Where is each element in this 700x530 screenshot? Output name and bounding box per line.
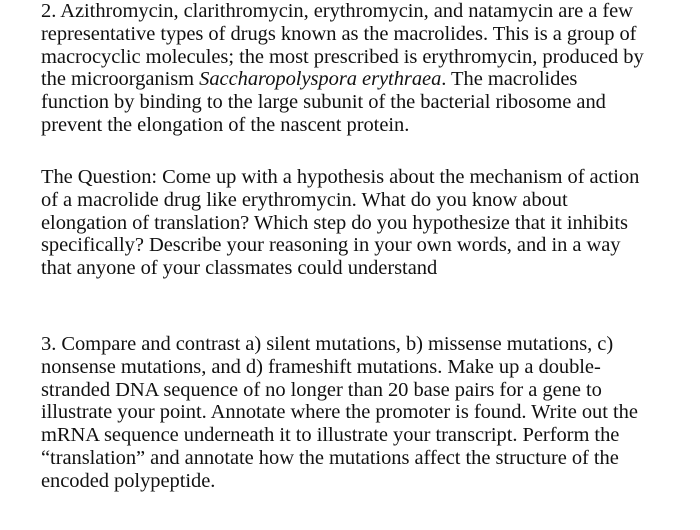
text-line: function by binding to the large subunit of the bacterial ribosome and [41, 91, 606, 114]
text-line: mRNA sequence underneath it to illustrate your transcript. Perform the [41, 424, 620, 447]
question-2-intro [41, 0, 644, 137]
text-segment: the microorganism [41, 68, 200, 91]
text-line: The Question: Come up with a hypothesis about the mechanism of action [41, 166, 640, 188]
text-line: nonsense mutations, and d) frameshift mutations. Make up a double- [41, 355, 601, 378]
text-line: prevent the elongation of the nascent protein. [41, 113, 410, 136]
question-2-prompt [41, 166, 639, 280]
text-line: elongation of translation? Which step do you hypothesize that it inhibits [41, 211, 628, 234]
question-3 [41, 333, 638, 493]
text-line: that anyone of your classmates could understand [41, 257, 438, 280]
text-line: macrocyclic molecules; the most prescribed is erythromycin, produced by [41, 45, 644, 68]
italic-species-name: Saccharopolyspora erythraea [199, 68, 442, 91]
text-line [41, 68, 644, 91]
text-line: 3. Compare and contrast a) silent mutations, b) missense mutations, c) [41, 333, 614, 355]
text-line: “translation” and annotate how the mutations affect the structure of the [41, 446, 619, 469]
text-line: specifically? Describe your reasoning in your own words, and in a way [41, 234, 621, 257]
text-line: stranded DNA sequence of no longer than 20 base pairs for a gene to [41, 378, 602, 401]
text-line: 2. Azithromycin, clarithromycin, erythromycin, and natamycin are a few [41, 0, 633, 22]
text-segment: . The macrolides [441, 68, 578, 91]
text-line: illustrate your point. Annotate where the promoter is found. Write out the [41, 401, 638, 424]
text-line: encoded polypeptide. [41, 469, 216, 492]
text-line: of a macrolide drug like erythromycin. What do you know about [41, 188, 568, 211]
text-line: representative types of drugs known as the macrolides. This is a group of [41, 22, 637, 45]
